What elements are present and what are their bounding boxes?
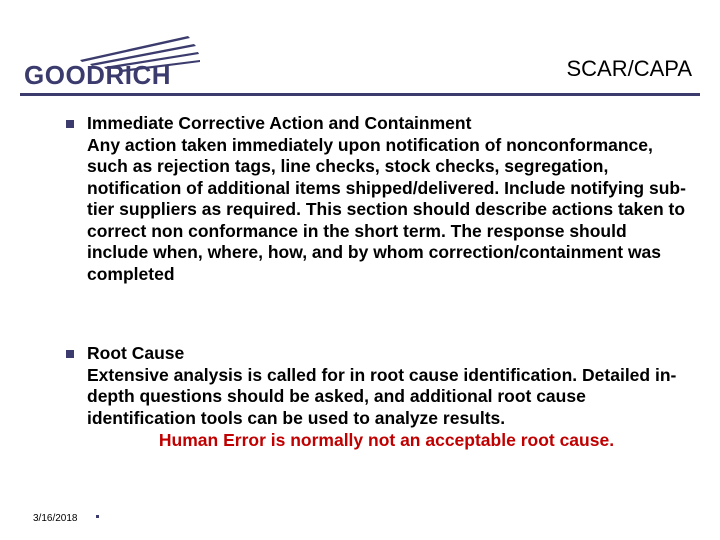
bullet-section-containment: [66, 113, 686, 285]
goodrich-logo: [20, 30, 200, 92]
title-divider: [20, 93, 700, 96]
square-bullet-icon: [66, 120, 74, 128]
square-bullet-icon: [66, 350, 74, 358]
logo-wordmark: GOODRICH: [24, 60, 171, 90]
bullet-section-root-cause: [66, 343, 686, 452]
section-heading: Immediate Corrective Action and Containment: [87, 113, 472, 133]
emphasis-note: Human Error is normally not an acceptable root cause.: [158, 430, 615, 450]
section-heading: Root Cause: [87, 343, 185, 363]
section-body: Extensive analysis is called for in root cause identification. Detailed in-depth questions should be asked, and additional root cause identification tools can be used to analyze results.: [87, 364, 677, 428]
footer-bullet-icon: [96, 515, 99, 518]
footer-date: 3/16/2018: [33, 513, 78, 524]
slide-title: SCAR/CAPA: [566, 56, 692, 81]
section-body: Any action taken immediately upon notification of nonconformance, such as rejection tags, line checks, stock checks, segregation, notification of additional items shipped/delivered. Include notifying sub-tier suppliers as required. This section should describe actions taken to correct non conformance in the short term. The response should include when, where, how, and by whom correction/containment was completed: [87, 134, 686, 284]
